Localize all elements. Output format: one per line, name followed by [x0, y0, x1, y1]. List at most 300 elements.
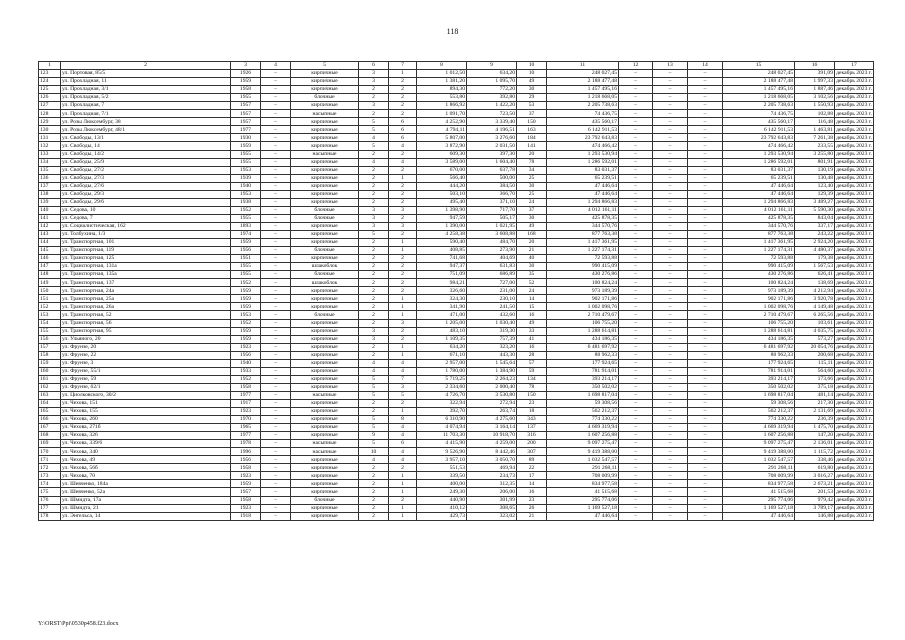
- living-area-cell: 2 264,23: [467, 375, 517, 383]
- address-cell: ул. Фрунзе, 3: [61, 359, 231, 367]
- col-4-cell: –: [261, 182, 291, 190]
- cost-total-cell: 83 031,37: [547, 166, 619, 174]
- col-14-cell: –: [688, 416, 723, 424]
- col-14-cell: –: [688, 343, 723, 351]
- entrances-cell: 4: [389, 432, 417, 440]
- cost-per-sqm-cell: 1 475,70: [795, 424, 835, 432]
- living-area-cell: 308,65: [467, 504, 517, 512]
- entrances-cell: 2: [389, 271, 417, 279]
- col-13-cell: –: [653, 279, 688, 287]
- floors-cell: 5: [359, 391, 389, 399]
- col-14-cell: –: [688, 496, 723, 504]
- row-number-cell: 134: [39, 158, 61, 166]
- floors-cell: 2: [359, 488, 389, 496]
- living-area-cell: 323,20: [467, 343, 517, 351]
- wall-material-cell: кирпичные: [291, 472, 359, 480]
- col-13-cell: –: [653, 118, 688, 126]
- residents-cell: 24: [517, 198, 547, 206]
- cost-program-cell: 83 031,37: [723, 166, 795, 174]
- floors-cell: 2: [359, 311, 389, 319]
- address-cell: ул. Свободы, 29/6: [61, 198, 231, 206]
- cost-program-cell: 1 417 361,95: [723, 239, 795, 247]
- wall-material-cell: кирпичные: [291, 222, 359, 230]
- cost-program-cell: 902 171,86: [723, 295, 795, 303]
- cost-total-cell: 6 481 697,92: [547, 343, 619, 351]
- col-4-cell: –: [261, 488, 291, 496]
- living-area-cell: 723,50: [467, 110, 517, 118]
- year-built-cell: 1959: [231, 142, 261, 150]
- wall-material-cell: насыпные: [291, 150, 359, 158]
- col-12-cell: –: [619, 150, 653, 158]
- residents-cell: 34: [517, 166, 547, 174]
- year-built-cell: 1959: [231, 295, 261, 303]
- cost-total-cell: 781 914,01: [547, 367, 619, 375]
- address-cell: ул. Розы Люксембург, 38: [61, 118, 231, 126]
- col-12-cell: –: [619, 158, 653, 166]
- col-12-cell: –: [619, 239, 653, 247]
- table-row: [39, 247, 874, 255]
- completion-date-cell: декабрь 2023 г.: [836, 182, 872, 189]
- residents-cell: 59: [517, 367, 547, 375]
- cost-program-cell: 295 774,06: [723, 496, 795, 504]
- floors-cell: 2: [359, 279, 389, 287]
- address-cell: ул. Розы Люксембург, 48/1: [61, 126, 231, 134]
- year-built-cell: 1938: [231, 198, 261, 206]
- entrances-cell: 1: [389, 174, 417, 182]
- cost-total-cell: 248 027,45: [547, 70, 619, 78]
- floors-cell: 3: [359, 214, 389, 222]
- cost-per-sqm-cell: 147,20: [795, 432, 835, 440]
- col-12-cell: –: [619, 367, 653, 375]
- wall-material-cell: кирпичные: [291, 399, 359, 407]
- entrances-cell: 6: [389, 118, 417, 126]
- cost-total-cell: 774 330,22: [547, 416, 619, 424]
- living-area-cell: 2 000,40: [467, 383, 517, 391]
- col-4-cell: –: [261, 303, 291, 311]
- floors-cell: 2: [359, 287, 389, 295]
- year-built-cell: 1955: [231, 158, 261, 166]
- col-4-cell: –: [261, 496, 291, 504]
- year-built-cell: 1955: [231, 271, 261, 279]
- entrances-cell: 1: [389, 303, 417, 311]
- col-12-cell: –: [619, 86, 653, 94]
- cost-total-cell: 2 205 738,63: [547, 102, 619, 110]
- entrances-cell: 1: [389, 504, 417, 512]
- col-13-cell: –: [653, 311, 688, 319]
- cost-per-sqm-cell: 103,61: [795, 319, 835, 327]
- row-number-cell: 131: [39, 134, 61, 142]
- completion-date-cell: декабрь 2023 г.: [836, 78, 872, 85]
- col-4-cell: –: [261, 86, 291, 94]
- col-14-cell: –: [688, 271, 723, 279]
- row-number-cell: 162: [39, 383, 61, 391]
- residents-cell: 16: [517, 343, 547, 351]
- wall-material-cell: кирпичные: [291, 480, 359, 488]
- living-area-cell: 301,99: [467, 496, 517, 504]
- entrances-cell: 4: [389, 142, 417, 150]
- col-13-cell: –: [653, 222, 688, 230]
- entrances-cell: 1: [389, 512, 417, 520]
- total-area-cell: 551,53: [417, 464, 467, 472]
- residents-cell: 141: [517, 142, 547, 150]
- row-number-cell: 161: [39, 375, 61, 383]
- total-area-cell: 3 589,00: [417, 158, 467, 166]
- floors-cell: 5: [359, 375, 389, 383]
- completion-date-cell: декабрь 2023 г.: [836, 504, 872, 511]
- table-row: [39, 311, 874, 319]
- residents-cell: 49: [517, 319, 547, 327]
- cost-program-cell: 1 227 174,31: [723, 247, 795, 255]
- completion-date-cell: декабрь 2023 г.: [836, 239, 872, 246]
- residents-cell: 307: [517, 448, 547, 456]
- col-12-cell: –: [619, 94, 653, 102]
- total-area-cell: 590,40: [417, 239, 467, 247]
- row-number-cell: 158: [39, 351, 61, 359]
- cost-program-cell: 9 419 388,00: [723, 448, 795, 456]
- completion-date-cell: декабрь 2023 г.: [836, 408, 872, 415]
- residents-cell: 16: [517, 488, 547, 496]
- cost-total-cell: 177 924,65: [547, 359, 619, 367]
- total-area-cell: 6 310,90: [417, 416, 467, 424]
- table-row: [39, 126, 874, 134]
- row-number-cell: 125: [39, 86, 61, 94]
- row-number-cell: 163: [39, 391, 61, 399]
- cost-program-cell: 4 012 161,11: [723, 206, 795, 214]
- cost-program-cell: 425 878,35: [723, 214, 795, 222]
- cost-per-sqm-cell: 2 131,69: [795, 408, 835, 416]
- year-built-cell: 1923: [231, 343, 261, 351]
- col-12-cell: –: [619, 263, 653, 271]
- total-area-cell: 326,60: [417, 287, 467, 295]
- residents-cell: 78: [517, 383, 547, 391]
- address-cell: ул. Чехова, 49: [61, 456, 231, 464]
- address-cell: ул. Прохладная, 7/1: [61, 110, 231, 118]
- col-4-cell: –: [261, 416, 291, 424]
- year-built-cell: 1952: [231, 279, 261, 287]
- year-built-cell: 1952: [231, 206, 261, 214]
- total-area-cell: 495,40: [417, 198, 467, 206]
- cost-total-cell: 100 824,24: [547, 279, 619, 287]
- table-row: [39, 279, 874, 287]
- table-row: [39, 472, 874, 480]
- col-12-cell: –: [619, 448, 653, 456]
- cost-total-cell: 474 466,42: [547, 142, 619, 150]
- cost-program-cell: 1 294 866,83: [723, 198, 795, 206]
- cost-per-sqm-cell: 3 016,27: [795, 472, 835, 480]
- address-cell: ул. Ульяного, 20: [61, 335, 231, 343]
- cost-total-cell: 6 142 911,53: [547, 126, 619, 134]
- cost-per-sqm-cell: 626,41: [795, 271, 835, 279]
- entrances-cell: 2: [389, 182, 417, 190]
- year-built-cell: 1957: [231, 488, 261, 496]
- year-built-cell: 1959: [231, 327, 261, 335]
- wall-material-cell: кирпичные: [291, 174, 359, 182]
- table-row: [39, 255, 874, 263]
- address-cell: ул. Чехова, 155: [61, 408, 231, 416]
- cost-total-cell: 990 415,09: [547, 263, 619, 271]
- total-area-cell: 408,85: [417, 247, 467, 255]
- living-area-cell: 319,30: [467, 327, 517, 335]
- cost-per-sqm-cell: 233,55: [795, 142, 835, 150]
- cost-per-sqm-cell: 123,40: [795, 182, 835, 190]
- col-14-cell: –: [688, 303, 723, 311]
- floors-cell: 2: [359, 110, 389, 118]
- floors-cell: 2: [359, 94, 389, 102]
- col-12-cell: –: [619, 399, 653, 407]
- cost-per-sqm-cell: 3 920,78: [795, 295, 835, 303]
- col-14-cell: –: [688, 504, 723, 512]
- file-path-footer: Y:\ORST\Ppi\0530p458.f23.docx: [38, 621, 119, 627]
- year-built-cell: 1918: [231, 512, 261, 520]
- col-13-cell: –: [653, 391, 688, 399]
- col-14-cell: –: [688, 118, 723, 126]
- row-number-cell: 177: [39, 504, 61, 512]
- col-14-cell: –: [688, 311, 723, 319]
- residents-cell: 137: [517, 424, 547, 432]
- year-built-cell: 1955: [231, 214, 261, 222]
- col-12-cell: –: [619, 327, 653, 335]
- cost-program-cell: 1 169 527,18: [723, 504, 795, 512]
- completion-date-cell: декабрь 2023 г.: [836, 327, 872, 334]
- residents-cell: 41: [517, 335, 547, 343]
- completion-date-cell: декабрь 2023 г.: [836, 335, 872, 342]
- col-12-cell: –: [619, 214, 653, 222]
- col-13-cell: –: [653, 78, 688, 86]
- table-row: [39, 70, 874, 78]
- wall-material-cell: кирпичные: [291, 126, 359, 134]
- year-built-cell: 1959: [231, 239, 261, 247]
- row-number-cell: 149: [39, 279, 61, 287]
- cost-total-cell: 1 169 527,18: [547, 504, 619, 512]
- col-4-cell: –: [261, 319, 291, 327]
- entrances-cell: 4: [389, 158, 417, 166]
- col-13-cell: –: [653, 448, 688, 456]
- col-14-cell: –: [688, 126, 723, 134]
- table-row: [39, 198, 874, 206]
- residents-cell: 57: [517, 359, 547, 367]
- cost-per-sqm-cell: 1 550,93: [795, 102, 835, 110]
- address-cell: ул. Толбухина, 1/3: [61, 230, 231, 238]
- completion-date-cell: декабрь 2023 г.: [836, 174, 872, 181]
- col-14-cell: –: [688, 150, 723, 158]
- floors-cell: 2: [359, 255, 389, 263]
- floors-cell: 2: [359, 239, 389, 247]
- year-built-cell: 1951: [231, 255, 261, 263]
- cost-total-cell: 430 276,86: [547, 271, 619, 279]
- col-14-cell: –: [688, 230, 723, 238]
- col-13-cell: –: [653, 424, 688, 432]
- col-4-cell: –: [261, 399, 291, 407]
- completion-date-cell: декабрь 2023 г.: [836, 223, 872, 230]
- table-row: [39, 190, 874, 198]
- year-built-cell: 1958: [231, 496, 261, 504]
- col-14-cell: –: [688, 335, 723, 343]
- year-built-cell: 1930: [231, 134, 261, 142]
- floors-cell: 2: [359, 174, 389, 182]
- completion-date-cell: декабрь 2023 г.: [836, 424, 872, 431]
- wall-material-cell: кирпичные: [291, 78, 359, 86]
- floors-cell: 4: [359, 158, 389, 166]
- living-area-cell: 272,94: [467, 399, 517, 407]
- cost-total-cell: 291 268,11: [547, 464, 619, 472]
- year-built-cell: 1958: [231, 464, 261, 472]
- year-built-cell: 1917: [231, 399, 261, 407]
- row-number-cell: 133: [39, 150, 61, 158]
- cost-per-sqm-cell: 130,48: [795, 174, 835, 182]
- year-built-cell: 1923: [231, 408, 261, 416]
- floors-cell: 5: [359, 416, 389, 424]
- living-area-cell: 500,00: [467, 174, 517, 182]
- cost-program-cell: 1 032 547,57: [723, 456, 795, 464]
- cost-per-sqm-cell: 130,19: [795, 166, 835, 174]
- row-number-cell: 173: [39, 472, 61, 480]
- col-12-cell: –: [619, 279, 653, 287]
- col-13-cell: –: [653, 512, 688, 520]
- cost-program-cell: 1 293 530,94: [723, 150, 795, 158]
- total-area-cell: 5 807,00: [417, 134, 467, 142]
- col-12-cell: –: [619, 142, 653, 150]
- cost-total-cell: 562 212,37: [547, 408, 619, 416]
- entrances-cell: 3: [389, 383, 417, 391]
- living-area-cell: 717,70: [467, 206, 517, 214]
- residents-cell: 168: [517, 230, 547, 238]
- living-area-cell: 8 442,46: [467, 448, 517, 456]
- col-14-cell: –: [688, 351, 723, 359]
- wall-material-cell: кирпичные: [291, 488, 359, 496]
- year-built-cell: 1953: [231, 190, 261, 198]
- residents-cell: 28: [517, 351, 547, 359]
- col-12-cell: –: [619, 416, 653, 424]
- col-12-cell: –: [619, 126, 653, 134]
- cost-total-cell: 1 227 174,31: [547, 247, 619, 255]
- cost-total-cell: 877 763,38: [547, 230, 619, 238]
- table-row: [39, 351, 874, 359]
- wall-material-cell: блочные: [291, 311, 359, 319]
- floors-cell: 5: [359, 142, 389, 150]
- year-built-cell: 1957: [231, 110, 261, 118]
- wall-material-cell: кирпичные: [291, 287, 359, 295]
- entrances-cell: 6: [389, 440, 417, 448]
- col-14-cell: –: [688, 94, 723, 102]
- row-number-cell: 164: [39, 399, 61, 407]
- col-13-cell: –: [653, 432, 688, 440]
- cost-program-cell: 1 002 098,76: [723, 303, 795, 311]
- entrances-cell: 2: [389, 327, 417, 335]
- living-area-cell: 4 259,00: [467, 440, 517, 448]
- col-12-cell: –: [619, 343, 653, 351]
- wall-material-cell: насыпные: [291, 448, 359, 456]
- row-number-cell: 147: [39, 263, 61, 271]
- col-14-cell: –: [688, 190, 723, 198]
- living-area-cell: 231,00: [467, 287, 517, 295]
- col-12-cell: –: [619, 295, 653, 303]
- completion-date-cell: декабрь 2023 г.: [836, 351, 872, 358]
- total-area-cell: 9 526,90: [417, 448, 467, 456]
- residents-cell: 25: [517, 174, 547, 182]
- cost-program-cell: 88 962,33: [723, 351, 795, 359]
- address-cell: ул. Свободы, 27/6: [61, 182, 231, 190]
- cost-total-cell: 973 189,39: [547, 287, 619, 295]
- total-area-cell: 2 334,60: [417, 383, 467, 391]
- cost-per-sqm-cell: 3 255,80: [795, 150, 835, 158]
- wall-material-cell: кирпичные: [291, 335, 359, 343]
- completion-date-cell: декабрь 2023 г.: [836, 472, 872, 479]
- col-4-cell: –: [261, 174, 291, 182]
- col-12-cell: –: [619, 504, 653, 512]
- col-12-cell: –: [619, 222, 653, 230]
- row-number-cell: 153: [39, 311, 61, 319]
- col-14-cell: –: [688, 383, 723, 391]
- entrances-cell: 1: [389, 239, 417, 247]
- completion-date-cell: декабрь 2023 г.: [836, 231, 872, 238]
- address-cell: ул. Шевченко, 52а: [61, 488, 231, 496]
- cost-total-cell: 1 457 495,16: [547, 86, 619, 94]
- completion-date-cell: декабрь 2023 г.: [836, 191, 872, 197]
- floors-cell: 5: [359, 230, 389, 238]
- cost-total-cell: 1 286 592,01: [547, 158, 619, 166]
- entrances-cell: 4: [389, 359, 417, 367]
- table-row: [39, 359, 874, 367]
- cost-program-cell: 973 189,39: [723, 287, 795, 295]
- entrances-cell: 5: [389, 391, 417, 399]
- column-header-16: 16: [795, 62, 835, 70]
- col-13-cell: –: [653, 86, 688, 94]
- cost-per-sqm-cell: 146,88: [795, 512, 835, 520]
- address-cell: ул. Фрунзе, 59: [61, 375, 231, 383]
- address-cell: ул. Свободы, 25/9: [61, 158, 231, 166]
- living-area-cell: 772,20: [467, 86, 517, 94]
- cost-program-cell: 74 436,75: [723, 110, 795, 118]
- year-built-cell: 1953: [231, 166, 261, 174]
- col-12-cell: –: [619, 190, 653, 198]
- cost-per-sqm-cell: 1 463,81: [795, 126, 835, 134]
- col-13-cell: –: [653, 351, 688, 359]
- total-area-cell: 3 957,10: [417, 456, 467, 464]
- col-12-cell: –: [619, 351, 653, 359]
- total-area-cell: 1 381,20: [417, 78, 467, 86]
- entrances-cell: 2: [389, 214, 417, 222]
- completion-date-cell: декабрь 2023 г.: [836, 207, 872, 214]
- living-area-cell: 2 031,50: [467, 142, 517, 150]
- residents-cell: 26: [517, 504, 547, 512]
- floors-cell: 2: [359, 271, 389, 279]
- floors-cell: 2: [359, 496, 389, 504]
- floors-cell: 3: [359, 102, 389, 110]
- col-14-cell: –: [688, 367, 723, 375]
- year-built-cell: 1953: [231, 311, 261, 319]
- wall-material-cell: кирпичные: [291, 432, 359, 440]
- col-13-cell: –: [653, 375, 688, 383]
- completion-date-cell: декабрь 2023 г.: [836, 488, 872, 495]
- table-row: [39, 488, 874, 496]
- wall-material-cell: кирпичные: [291, 367, 359, 375]
- address-cell: ул. Свободы, 14/2: [61, 150, 231, 158]
- year-built-cell: 1933: [231, 367, 261, 375]
- table-row: [39, 424, 874, 432]
- table-row: [39, 206, 874, 214]
- col-13-cell: –: [653, 239, 688, 247]
- residents-cell: 37: [517, 110, 547, 118]
- cost-program-cell: 59 308,56: [723, 399, 795, 407]
- col-4-cell: –: [261, 375, 291, 383]
- cost-per-sqm-cell: 375,18: [795, 383, 835, 391]
- wall-material-cell: кирпичные: [291, 118, 359, 126]
- col-4-cell: –: [261, 255, 291, 263]
- col-14-cell: –: [688, 255, 723, 263]
- cost-per-sqm-cell: 4 480,37: [795, 247, 835, 255]
- total-area-cell: 3 872,90: [417, 142, 467, 150]
- cost-program-cell: 350 502,02: [723, 383, 795, 391]
